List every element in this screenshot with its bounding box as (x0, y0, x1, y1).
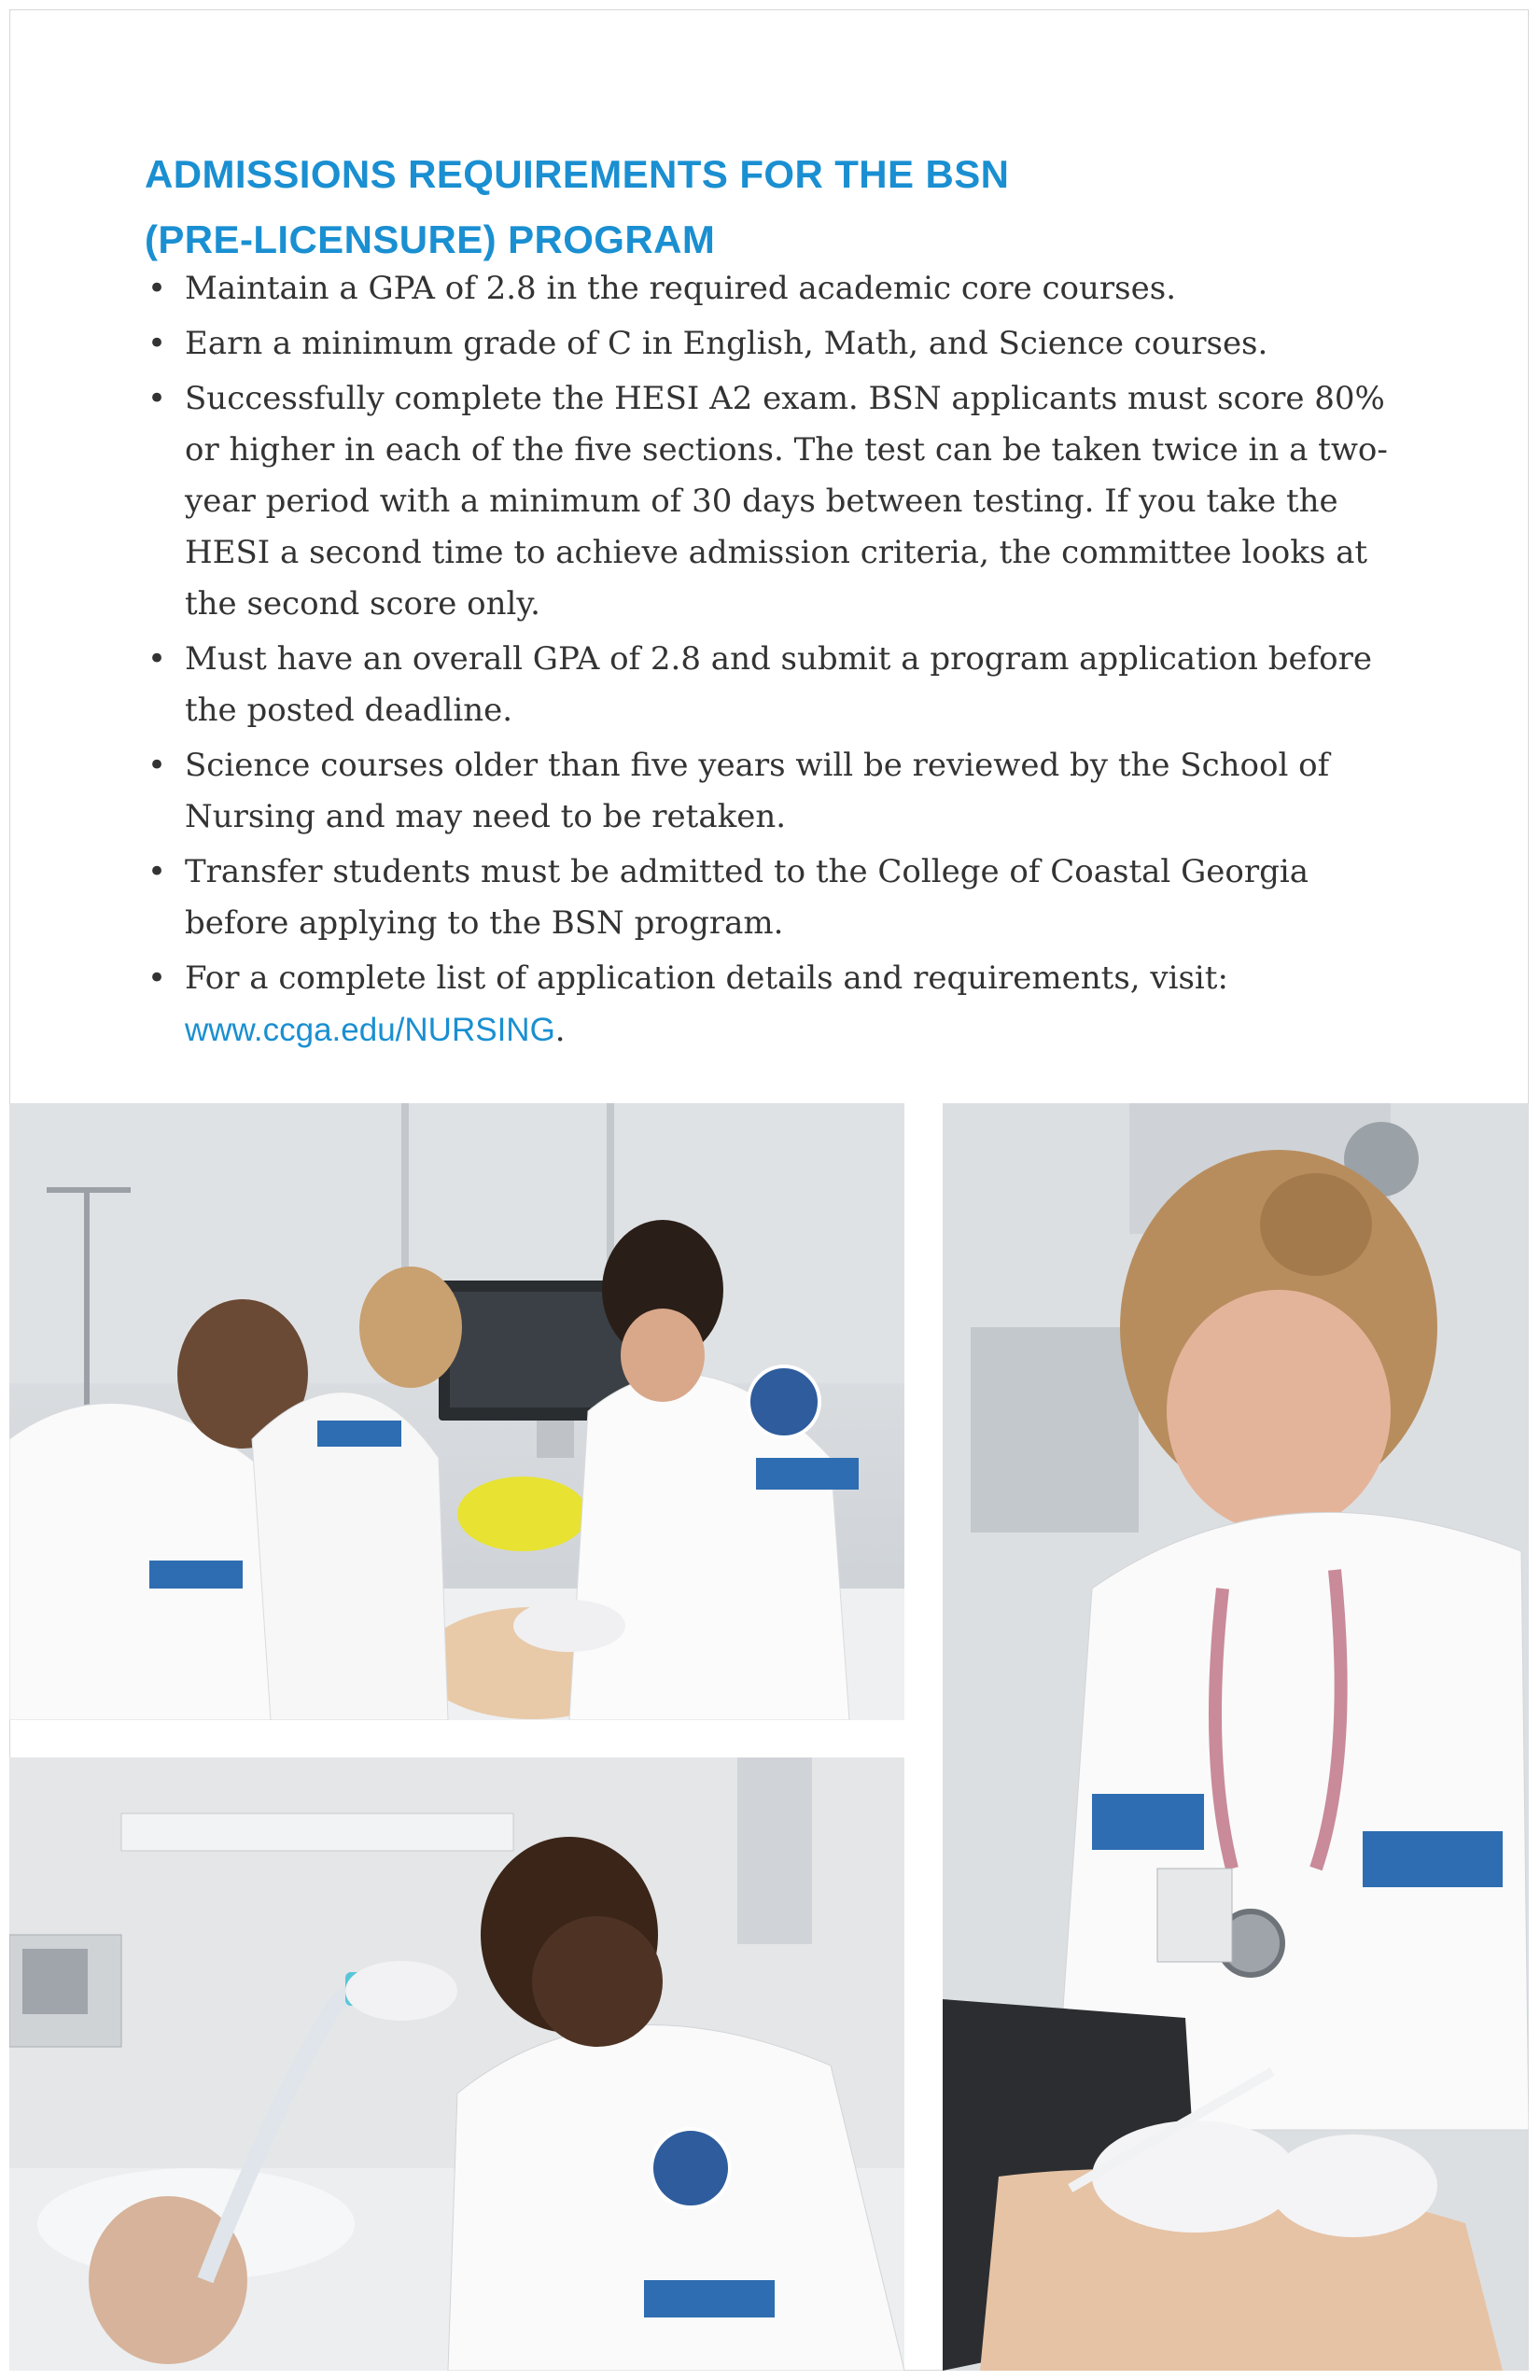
list-item (138, 634, 1417, 736)
photo-nursing-student-injection (943, 1103, 1529, 2371)
list-item (138, 740, 1417, 843)
bullet-icon: • (147, 270, 167, 307)
photo-nursing-student-ventilation (9, 1757, 904, 2371)
link-suffix: . (554, 1012, 566, 1049)
bullet-icon: • (147, 640, 167, 678)
requirement-text: Science courses older than five years will be reviewed by the School of Nursing and may need to be retaken. (185, 747, 1330, 835)
requirement-text: Must have an overall GPA of 2.8 and submit a program application before the posted deadline. (185, 640, 1373, 729)
requirements-list (138, 263, 1417, 1060)
requirement-text: For a complete list of application details and requirements, visit: (185, 959, 1228, 997)
page-title-line-1: ADMISSIONS REQUIREMENTS FOR THE BSN (145, 152, 1010, 196)
list-item (138, 847, 1417, 949)
page-title (145, 142, 1451, 273)
bullet-icon: • (147, 747, 167, 784)
list-item (138, 263, 1417, 315)
bullet-icon: • (147, 959, 167, 997)
bullet-icon: • (147, 325, 167, 362)
requirement-text: Maintain a GPA of 2.8 in the required academic core courses. (185, 270, 1177, 307)
list-item (138, 373, 1417, 630)
list-item (138, 953, 1417, 1057)
requirement-text: Transfer students must be admitted to the College of Coastal Georgia before applying to the BSN program. (185, 853, 1309, 942)
nursing-website-link[interactable]: www.ccga.edu/NURSING (185, 1012, 555, 1048)
page-title-line-2: (PRE-LICENSURE) PROGRAM (145, 217, 716, 261)
bullet-icon: • (147, 380, 167, 417)
requirement-text: Successfully complete the HESI A2 exam. BSN applicants must score 80% or higher in each of the five sections. The test can be taken twice in a two-year period with a minimum of 30 days between testing. If you take the HESI a second time to achieve admission criteria, the committee looks at the second score only. (185, 380, 1388, 623)
bullet-icon: • (147, 853, 167, 890)
photo-nursing-team-cpr (9, 1103, 904, 1720)
requirement-text: Earn a minimum grade of C in English, Math, and Science courses. (185, 325, 1268, 362)
list-item (138, 318, 1417, 370)
